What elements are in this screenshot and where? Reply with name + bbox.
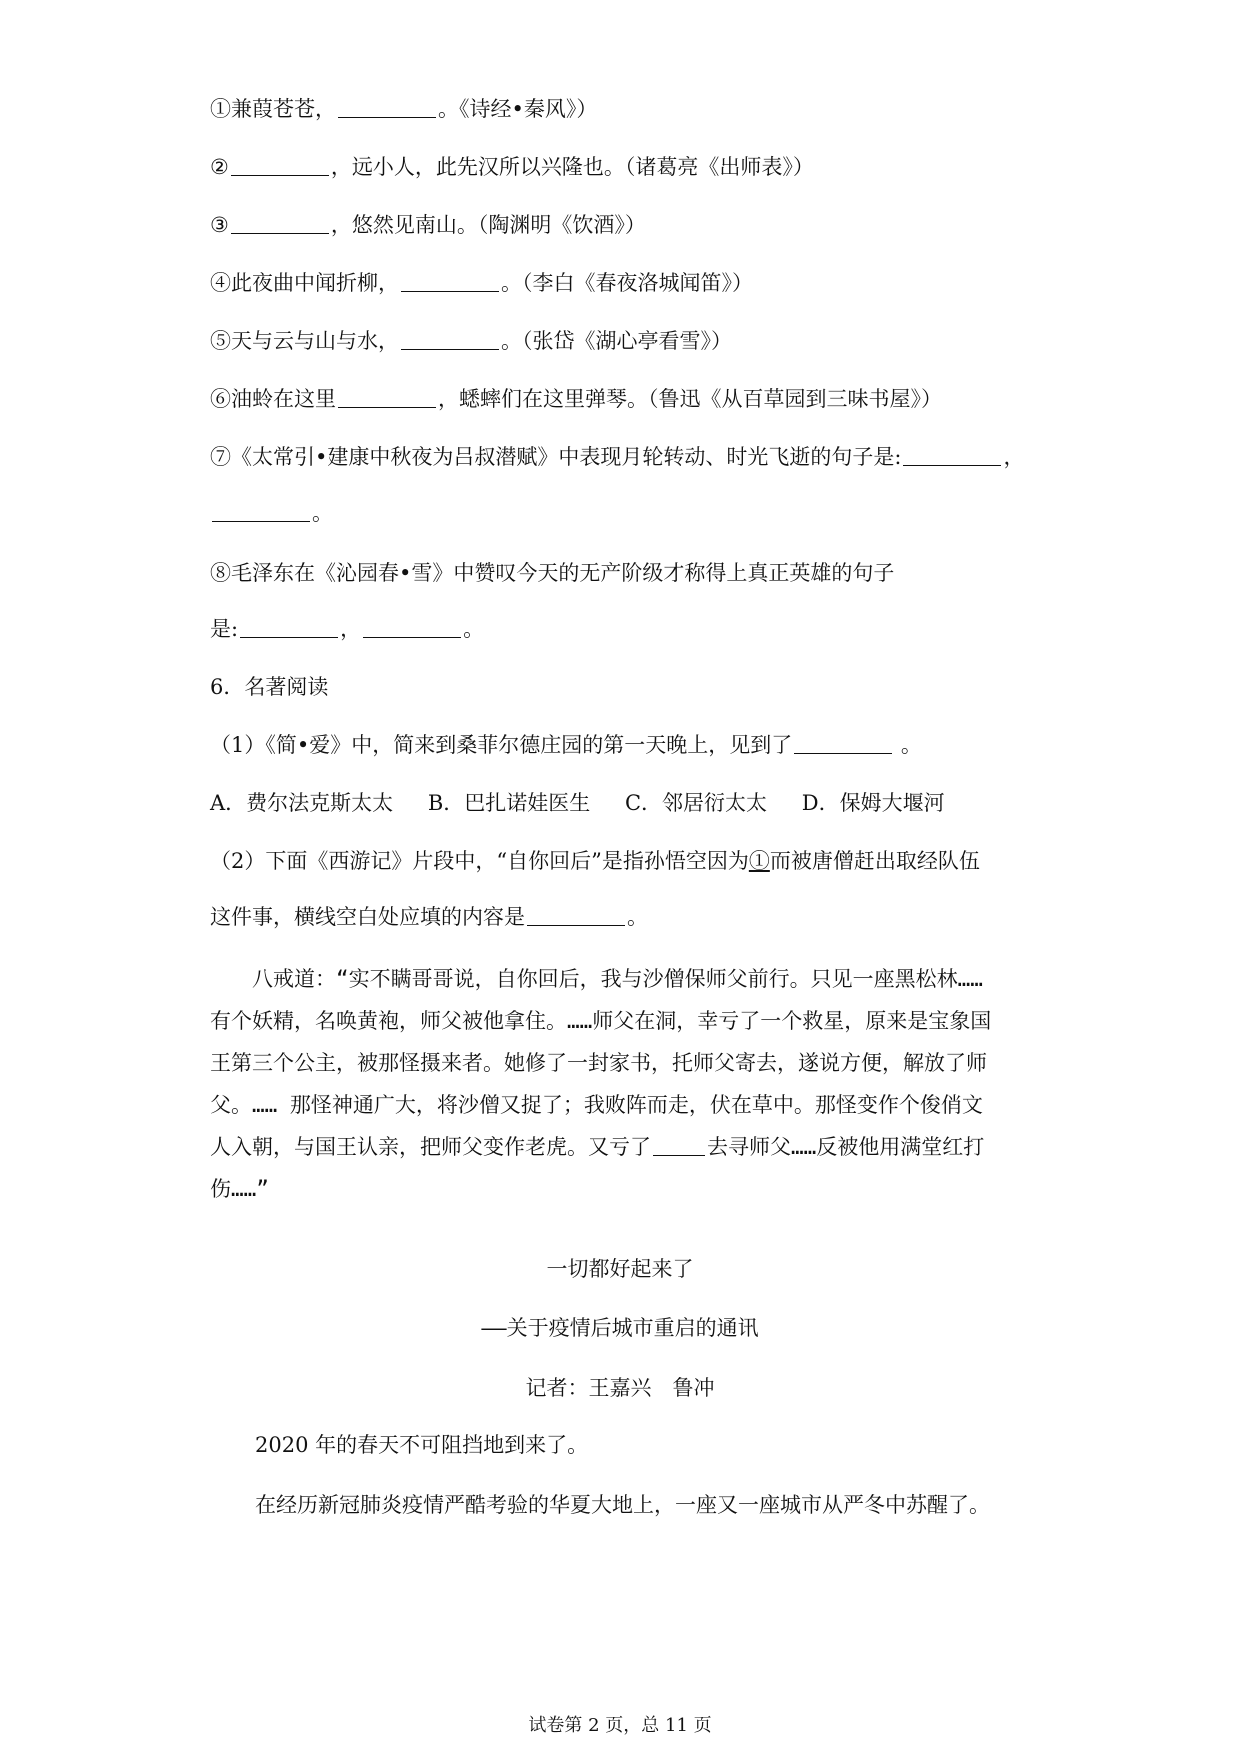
q5-line-6: ⑥油蛉在这里 ，蟋蟀们在这里弹琴。（鲁迅《从百草园到三味书屋》） bbox=[210, 387, 942, 411]
q5-line-8: ⑧毛泽东在《沁园春•雪》中赞叹今天的无产阶级才称得上真正英雄的句子 bbox=[210, 561, 895, 585]
option-a[interactable]: A．费尔法克斯太太 bbox=[210, 791, 394, 815]
answer-blank[interactable] bbox=[401, 329, 499, 350]
answer-blank[interactable] bbox=[338, 387, 436, 408]
blank-marker: ① bbox=[748, 849, 770, 873]
passage-line: 父。…… 那怪神通广大，将沙僧又捉了；我败阵而走，伏在草中。那怪变作个俊俏文 bbox=[210, 1093, 983, 1117]
answer-blank[interactable] bbox=[212, 501, 310, 522]
q6-part-2b: 这件事，横线空白处应填的内容是 。 bbox=[210, 905, 648, 929]
q6-options bbox=[210, 788, 973, 818]
xiyouji-passage bbox=[210, 958, 1040, 1210]
answer-blank[interactable] bbox=[338, 97, 436, 118]
option-b[interactable]: B．巴扎诺娃医生 bbox=[427, 791, 591, 815]
passage-line: 王第三个公主，被那怪摄来者。她修了一封家书，托师父寄去，遂说方便，解放了师 bbox=[210, 1051, 987, 1075]
answer-blank[interactable] bbox=[240, 617, 338, 638]
answer-blank[interactable] bbox=[231, 213, 329, 234]
article-byline: 记者：王嘉兴 鲁冲 bbox=[525, 1376, 715, 1400]
q5-line-1: ①兼葭苍苍， 。《诗经•秦风》） bbox=[210, 97, 598, 121]
q5-line-8b: 是: ， 。 bbox=[210, 617, 485, 641]
answer-blank[interactable] bbox=[903, 445, 1001, 466]
q6-part-2: （2）下面《西游记》片段中，“自你回后”是指孙悟空因为①而被唐僧赶出取经队伍 bbox=[210, 849, 980, 873]
answer-blank[interactable] bbox=[363, 617, 461, 638]
answer-blank[interactable] bbox=[527, 905, 625, 926]
passage-line: 人入朝，与国王认亲，把师父变作老虎。又亏了 去寻师父……反被他用满堂红打 bbox=[210, 1135, 985, 1159]
option-c[interactable]: C．邻居衍太太 bbox=[624, 791, 768, 815]
passage-line: 八戒道：“实不瞒哥哥说，自你回后，我与沙僧保师父前行。只见一座黑松林…… bbox=[252, 967, 983, 991]
answer-blank[interactable] bbox=[231, 155, 329, 176]
passage-line: 有个妖精，名唤黄袍，师父被他拿住。……师父在洞，幸亏了一个救星，原来是宝象国 bbox=[210, 1009, 992, 1033]
q5-line-3: ③ ，悠然见南山。（陶渊明《饮酒》） bbox=[210, 213, 646, 237]
q5-line-7: ⑦《太常引•建康中秋夜为吕叔潜赋》中表现月轮转动、时光飞逝的句子是: ， bbox=[210, 445, 1025, 469]
answer-blank[interactable] bbox=[794, 733, 892, 754]
answer-blank[interactable] bbox=[653, 1135, 705, 1156]
q5-line-5: ⑤天与云与山与水， 。（张岱《湖心亭看雪》） bbox=[210, 329, 732, 353]
article-paragraph-2: 在经历新冠肺炎疫情严酷考验的华夏大地上，一座又一座城市从严冬中苏醒了。 bbox=[255, 1493, 990, 1517]
q5-line-7b: 。 bbox=[210, 498, 333, 528]
article-paragraph-1: 2020 年的春天不可阻挡地到来了。 bbox=[255, 1433, 589, 1457]
article-title: 一切都好起来了 bbox=[546, 1257, 694, 1281]
passage-line: 伤……” bbox=[210, 1177, 269, 1201]
q6-part-1: （1）《简•爱》中，简来到桑菲尔德庄园的第一天晚上，见到了 。 bbox=[210, 733, 922, 757]
answer-blank[interactable] bbox=[401, 271, 499, 292]
q5-line-4: ④此夜曲中闻折柳， 。（李白《春夜洛城闻笛》） bbox=[210, 271, 753, 295]
q5-line-2: ② ，远小人，此先汉所以兴隆也。（诸葛亮《出师表》） bbox=[210, 155, 814, 179]
article-subtitle: ——关于疫情后城市重启的通讯 bbox=[481, 1316, 759, 1340]
page-footer: 试卷第 2 页，总 11 页 bbox=[528, 1715, 712, 1736]
option-d[interactable]: D．保姆大堰河 bbox=[801, 791, 945, 815]
q6-heading: 6．名著阅读 bbox=[210, 675, 329, 699]
